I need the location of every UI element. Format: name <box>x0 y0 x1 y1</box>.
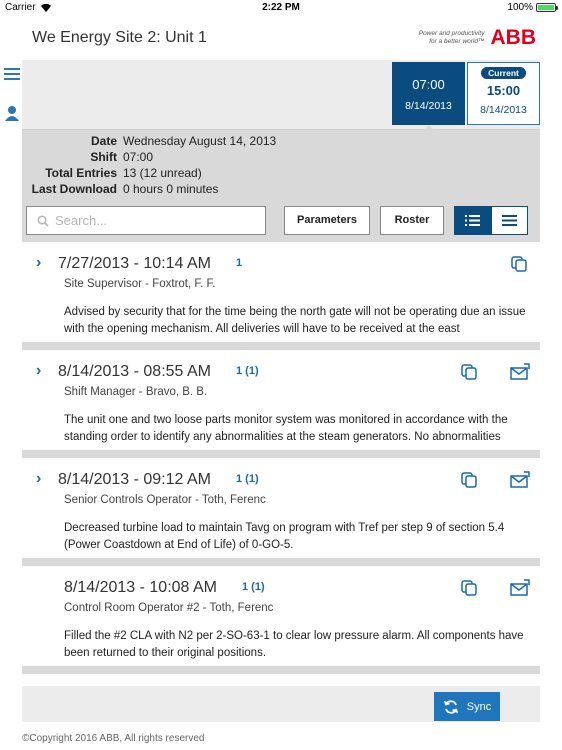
compact-view-icon <box>492 207 527 234</box>
menu-icon[interactable] <box>3 66 21 84</box>
log-panel <box>22 60 540 722</box>
user-icon[interactable] <box>3 104 21 122</box>
entry-count[interactable]: 1 (1) <box>236 365 259 377</box>
entry-count[interactable]: 1 (1) <box>236 473 259 485</box>
list-view-icon <box>455 207 490 234</box>
toolbar <box>22 206 540 236</box>
search-box[interactable] <box>26 206 266 235</box>
chevron-right-icon[interactable]: › <box>36 470 42 487</box>
copy-icon[interactable] <box>460 471 478 489</box>
copyright: ©Copyright 2016 ABB, All rights reserved <box>22 733 205 744</box>
shift-strip <box>22 60 540 130</box>
carrier-label: Carrier <box>5 2 36 13</box>
mail-icon[interactable] <box>510 579 528 597</box>
entry-body: Decreased turbine load to maintain Tavg on program with Tref per step 9 of section 5.4 (Power Coastdown at End of Life) of 0-GO-5. <box>64 522 505 551</box>
entry-count[interactable]: 1 <box>236 257 243 269</box>
list-view-button[interactable] <box>454 206 491 235</box>
entry-author: Shift Manager - Bravo, B. B. <box>64 386 208 398</box>
roster-button[interactable]: Roster <box>380 206 444 235</box>
entry-body: Filled the #2 CLA with N2 per 2-SO-63-1 to clear low pressure alarm. All components have been returned to their original positions. <box>64 630 524 659</box>
battery-icon <box>536 3 556 12</box>
entry-list[interactable] <box>22 242 540 698</box>
chevron-right-icon[interactable]: › <box>36 254 42 271</box>
sync-icon <box>443 699 459 715</box>
sync-label: Sync <box>466 700 492 713</box>
search-icon <box>37 215 49 227</box>
entry-author: Senior Controls Operator - Toth, Ferenc <box>64 494 266 506</box>
tagline: Power and productivity for a better world™ <box>418 30 485 45</box>
entry-count[interactable]: 1 (1) <box>242 581 265 593</box>
shift-tab-0700[interactable]: 07:00 8/14/2013 <box>392 62 465 125</box>
last-download-label: Last Download <box>31 182 117 196</box>
sync-button[interactable] <box>434 692 500 721</box>
current-badge: Current <box>481 67 526 79</box>
app-header <box>0 16 562 60</box>
mail-icon[interactable] <box>510 471 528 489</box>
shift-label: Shift <box>90 150 117 164</box>
entry-author: Site Supervisor - Foxtrot, F. F. <box>64 278 216 290</box>
total-entries-value: 13 (12 unread) <box>123 166 202 180</box>
clock: 2:22 PM <box>262 2 300 13</box>
compact-view-button[interactable] <box>491 206 528 235</box>
entry-timestamp: 8/14/2013 - 09:12 AM <box>58 471 211 488</box>
shift-info <box>22 133 322 197</box>
search-input[interactable] <box>55 213 255 228</box>
list-item[interactable] <box>22 242 540 342</box>
entry-timestamp: 7/27/2013 - 10:14 AM <box>58 255 211 272</box>
mail-icon[interactable] <box>510 363 528 381</box>
total-entries-label: Total Entries <box>45 166 117 180</box>
active-shift-pointer <box>423 125 435 131</box>
list-item[interactable] <box>22 458 540 558</box>
copy-icon[interactable] <box>510 255 528 273</box>
entry-body: The unit one and two loose parts monitor system was monitored in accordance with the standing order to identify any abnormalities at the steam generators. No abnormalities <box>64 414 508 443</box>
entry-timestamp: 8/14/2013 - 10:08 AM <box>64 579 217 596</box>
last-download-value: 0 hours 0 minutes <box>123 182 219 196</box>
entry-timestamp: 8/14/2013 - 08:55 AM <box>58 363 211 380</box>
sync-bar <box>22 686 540 722</box>
copy-icon[interactable] <box>460 363 478 381</box>
entry-author: Control Room Operator #2 - Toth, Ferenc <box>64 602 274 614</box>
status-bar <box>0 0 562 16</box>
shift-tab-1500[interactable]: Current 15:00 8/14/2013 <box>467 62 540 125</box>
abb-logo: ABB <box>490 26 536 49</box>
brand <box>419 26 536 50</box>
list-item[interactable] <box>22 566 540 666</box>
entry-body: Advised by security that for the time being the north gate will not be operating due an issue with the opening mechanism. All deliveries will have to be received at the east <box>64 306 526 335</box>
list-item[interactable] <box>22 350 540 450</box>
page-title: We Energy Site 2: Unit 1 <box>32 29 207 46</box>
date-value: Wednesday August 14, 2013 <box>123 134 277 148</box>
parameters-button[interactable]: Parameters <box>284 206 370 235</box>
battery-percent: 100% <box>507 2 533 13</box>
shift-value: 07:00 <box>123 150 154 164</box>
date-label: Date <box>90 134 117 148</box>
chevron-right-icon[interactable]: › <box>36 362 42 379</box>
copy-icon[interactable] <box>460 579 478 597</box>
